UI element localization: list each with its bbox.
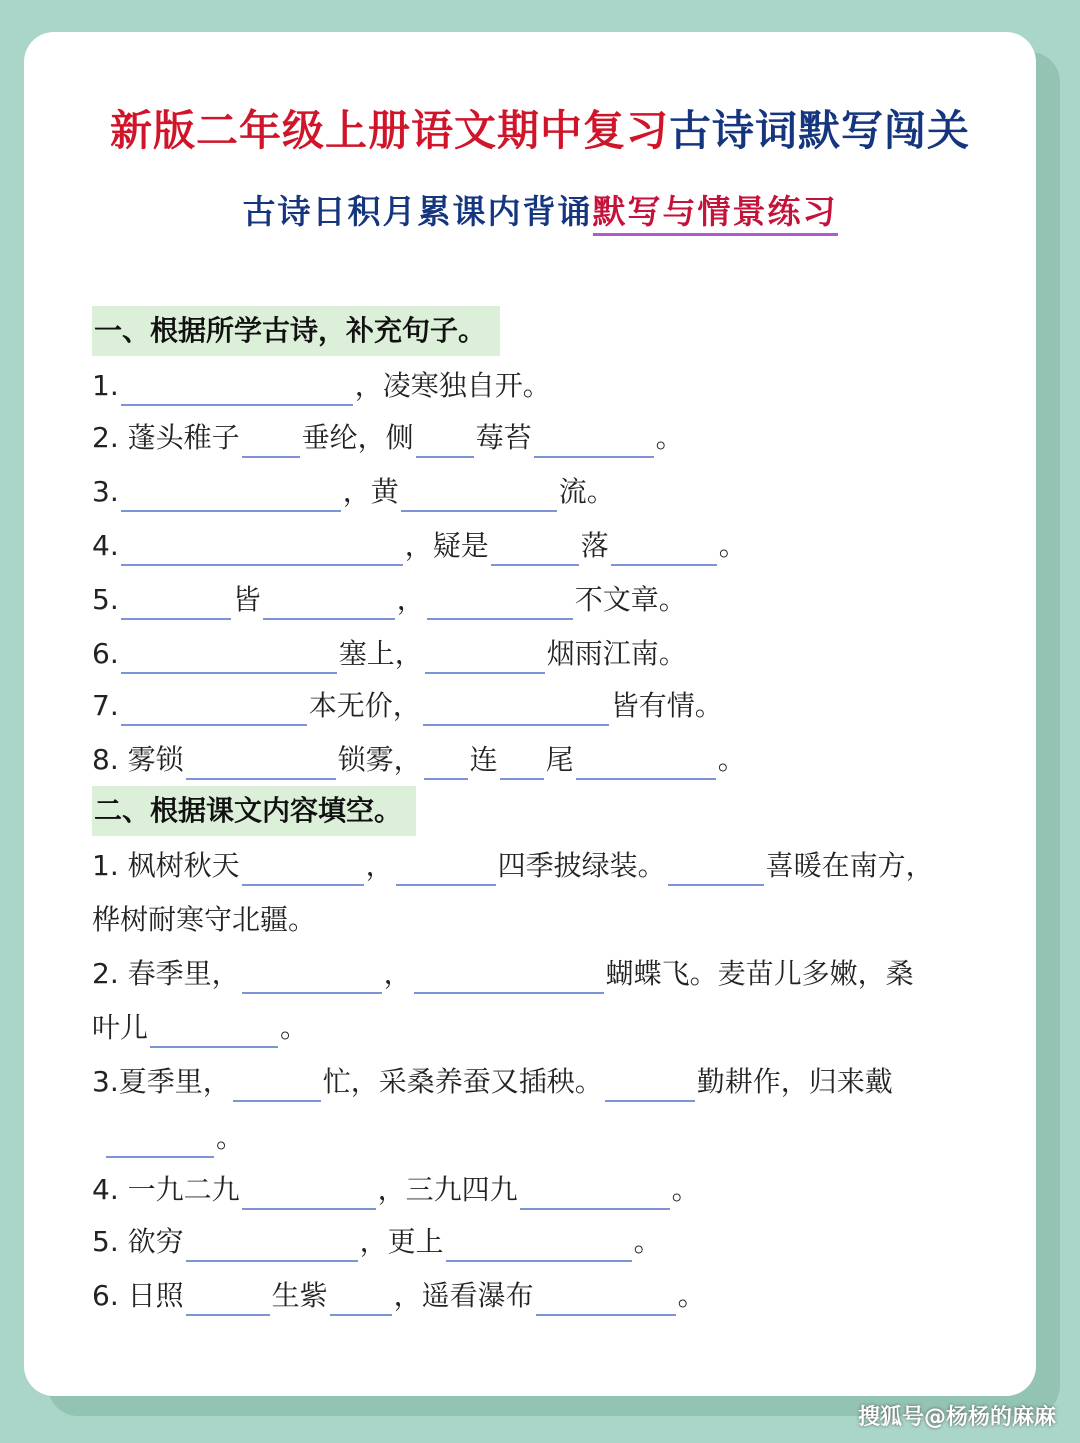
blank[interactable] <box>121 586 231 620</box>
blank[interactable] <box>242 1176 376 1210</box>
blank[interactable] <box>414 960 604 994</box>
blank[interactable] <box>186 1282 270 1316</box>
subtitle-part-2: 默写与情景练习 <box>593 192 838 236</box>
page-title <box>0 98 1080 158</box>
blank[interactable] <box>263 586 395 620</box>
blank[interactable] <box>396 852 496 886</box>
blank[interactable] <box>427 586 573 620</box>
s2-item-5: 5. 欲穷 ，更上 。 <box>92 1222 662 1262</box>
s1-item-6: 6. 塞上， 烟雨江南。 <box>92 634 687 674</box>
blank[interactable] <box>121 372 353 406</box>
blank[interactable] <box>423 692 609 726</box>
s2-item-6: 6. 日照 生紫 ，遥看瀑布 。 <box>92 1276 706 1316</box>
title-part-2: 期中复习 <box>496 106 669 155</box>
blank[interactable] <box>424 746 468 780</box>
s2-item-2: 2. 春季里， ， 蝴蝶飞。麦苗儿多嫩，桑 <box>92 954 914 994</box>
s2-item-1: 1. 枫树秋天 ， 四季披绿装。 喜暖在南方， <box>92 846 934 886</box>
s1-item-8: 8. 雾锁 锁雾， 连 尾 。 <box>92 740 746 780</box>
blank[interactable] <box>520 1176 670 1210</box>
s1-item-5: 5. 皆 ， 不文章。 <box>92 580 687 620</box>
blank[interactable] <box>150 1014 278 1048</box>
blank[interactable] <box>186 746 336 780</box>
blank[interactable] <box>425 640 545 674</box>
s1-item-3: 3. ，黄 流。 <box>92 472 615 512</box>
blank[interactable] <box>500 746 544 780</box>
blank[interactable] <box>242 852 364 886</box>
blank[interactable] <box>605 1068 695 1102</box>
blank[interactable] <box>534 424 654 458</box>
blank[interactable] <box>416 424 474 458</box>
blank[interactable] <box>233 1068 321 1102</box>
s1-item-7: 7. 本无价， 皆有情。 <box>92 686 723 726</box>
blank[interactable] <box>536 1282 676 1316</box>
blank[interactable] <box>668 852 764 886</box>
section-2-heading: 二、根据课文内容填空。 <box>92 786 416 836</box>
blank[interactable] <box>121 640 337 674</box>
blank[interactable] <box>576 746 716 780</box>
s2-item-2-cont: 叶儿 。 <box>92 1008 308 1048</box>
blank[interactable] <box>106 1124 214 1158</box>
title-part-3: 古诗词默写闯关 <box>669 106 971 155</box>
s1-item-2: 2. 蓬头稚子 垂纶，侧 莓苔 。 <box>92 418 684 458</box>
blank[interactable] <box>446 1228 632 1262</box>
blank[interactable] <box>121 692 307 726</box>
s2-item-1-cont: 桦树耐寒守北疆。 <box>92 903 317 936</box>
s2-item-3-cont: 。 <box>104 1118 244 1158</box>
s2-item-4: 4. 一九二九 ，三九四九 。 <box>92 1170 700 1210</box>
watermark: 搜狐号@杨杨的麻麻 <box>857 1405 1056 1430</box>
blank[interactable] <box>242 424 300 458</box>
blank[interactable] <box>330 1282 392 1316</box>
blank[interactable] <box>242 960 382 994</box>
s2-item-3: 3.夏季里， 忙，采桑养蚕又插秧。 勤耕作，归来戴 <box>92 1062 893 1102</box>
blank[interactable] <box>401 478 557 512</box>
subtitle-part-1: 古诗日积月累课内背诵 <box>242 192 593 231</box>
blank[interactable] <box>186 1228 358 1262</box>
blank[interactable] <box>121 532 403 566</box>
s1-item-4: 4. ，疑是 落 。 <box>92 526 747 566</box>
blank[interactable] <box>491 532 579 566</box>
page-subtitle <box>0 186 1080 233</box>
blank[interactable] <box>611 532 717 566</box>
s1-item-1: 1. ，凌寒独自开。 <box>92 366 551 406</box>
title-part-1: 新版二年级上册语文 <box>109 106 497 155</box>
blank[interactable] <box>121 478 341 512</box>
section-1-heading: 一、根据所学古诗，补充句子。 <box>92 306 500 356</box>
